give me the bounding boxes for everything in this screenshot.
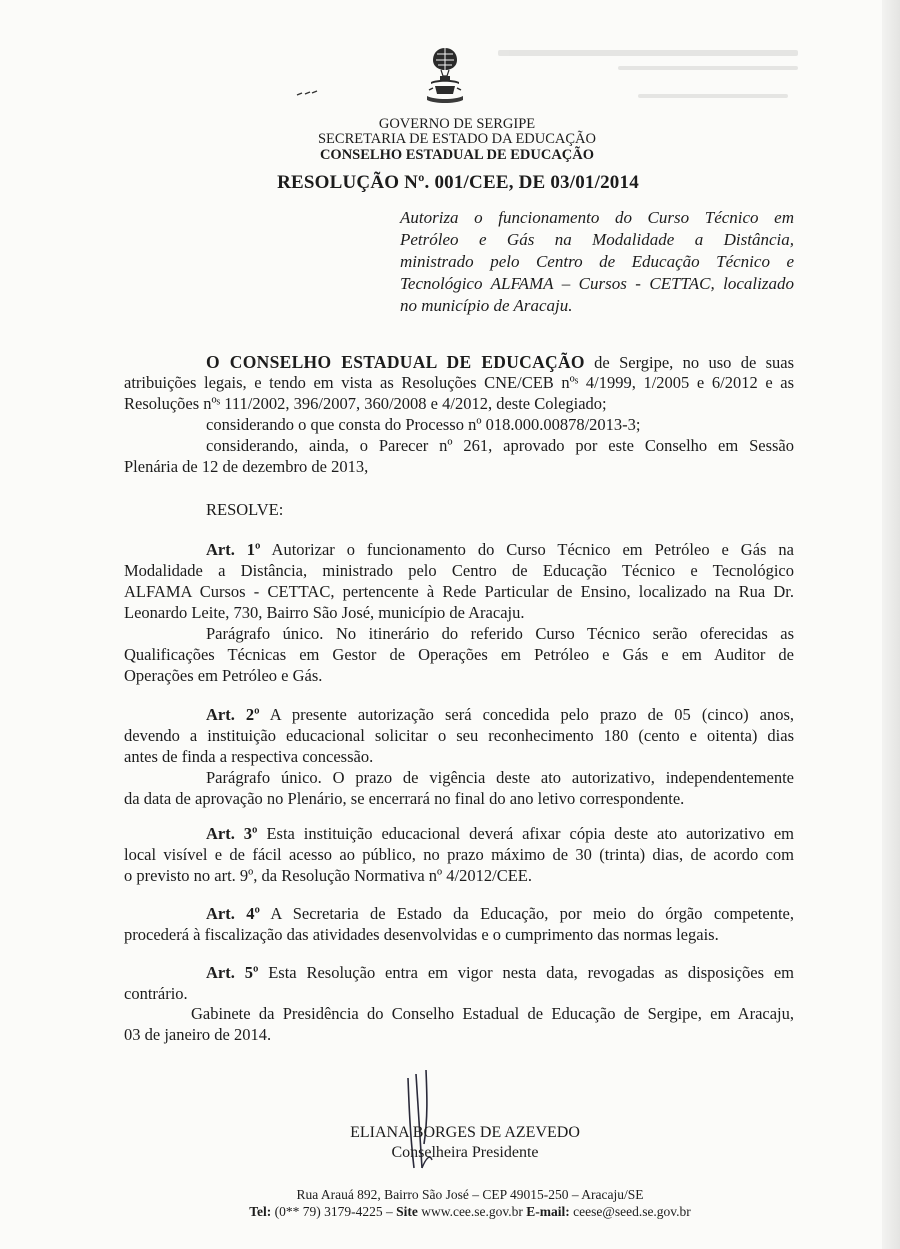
article-2-line: Art. 2º A presente autorização será concedida pelo prazo de 05 (cinco) anos, xyxy=(206,705,795,724)
coat-of-arms-icon xyxy=(423,44,467,106)
article-2-line: devendo a instituição educacional solicitar o seu reconhecimento 180 (cento e oitenta) dias xyxy=(124,726,794,745)
resolution-title: RESOLUÇÃO Nº. 001/CEE, DE 03/01/2014 xyxy=(277,172,639,193)
pen-mark xyxy=(296,84,318,92)
footer-site-link[interactable]: www.cee.se.gov.br xyxy=(417,1204,527,1219)
article-3-line: Art. 3º Esta instituição educacional deverá afixar cópia deste ato autorizativo em xyxy=(206,824,794,843)
closing-line: 03 de janeiro de 2014. xyxy=(124,1025,272,1044)
resolve-heading: RESOLVE: xyxy=(206,500,284,519)
summary-line: no município de Aracaju. xyxy=(400,296,573,315)
article-1-paragraph: Parágrafo único. No itinerário do referido Curso Técnico serão oferecidas as xyxy=(206,624,794,643)
summary-line: Petróleo e Gás na Modalidade a Distância, xyxy=(400,230,794,249)
article-5-line: Art. 5º Esta Resolução entra em vigor nesta data, revogadas as disposições em xyxy=(206,963,794,982)
article-1-line: Leonardo Leite, 730, Bairro São José, município de Aracaju. xyxy=(124,603,525,622)
signatory-name: ELIANA BORGES DE AZEVEDO xyxy=(350,1124,580,1141)
footer-email-link[interactable]: ceese@seed.se.gov.br xyxy=(569,1204,691,1219)
bleed-through-stamp xyxy=(488,42,818,112)
article-1-paragraph: Qualificações Técnicas em Gestor de Operações em Petróleo e Gás e em Auditor de xyxy=(124,645,794,664)
footer-address: Rua Arauá 892, Bairro São José – CEP 49015-250 – Aracaju/SE xyxy=(296,1187,644,1202)
preamble-line: considerando, ainda, o Parecer nº 261, aprovado por este Conselho em Sessão xyxy=(206,436,794,455)
article-1-paragraph: Operações em Petróleo e Gás. xyxy=(124,666,323,685)
preamble-line: Plenária de 12 de dezembro de 2013, xyxy=(124,457,369,476)
summary-line: Autoriza o funcionamento do Curso Técnico em xyxy=(400,208,794,227)
header-secretariat: SECRETARIA DE ESTADO DA EDUCAÇÃO xyxy=(317,131,597,147)
article-3-line: o previsto no art. 9º, da Resolução Normativa nº 4/2012/CEE. xyxy=(124,866,532,885)
preamble-line: considerando o que consta do Processo nº 018.000.00878/2013-3; xyxy=(206,415,641,434)
article-5-line: contrário. xyxy=(124,984,188,1003)
closing-line: Gabinete da Presidência do Conselho Estadual de Educação de Sergipe, em Aracaju, xyxy=(191,1004,794,1023)
council-name: O CONSELHO ESTADUAL DE EDUCAÇÃO xyxy=(206,352,585,372)
signatory-role: Conselheira Presidente xyxy=(391,1144,539,1161)
header-government: GOVERNO DE SERGIPE xyxy=(378,116,536,132)
article-3-line: local visível e de fácil acesso ao público, no prazo máximo de 30 (trinta) dias, de acordo com xyxy=(124,845,794,864)
article-4-line: procederá à fiscalização das atividades desenvolvidas e o cumprimento das normas legais. xyxy=(124,925,719,944)
footer-contacts: Tel: (0** 79) 3179-4225 – Site www.cee.se.gov.br E-mail: ceese@seed.se.gov.br xyxy=(249,1204,691,1219)
preamble-line: O CONSELHO ESTADUAL DE EDUCAÇÃO de Sergipe, no uso de suas xyxy=(206,352,795,372)
article-1-line: Modalidade a Distância, ministrado pelo Centro de Educação Técnico e Tecnológico xyxy=(124,561,794,580)
article-4-line: Art. 4º A Secretaria de Estado da Educação, por meio do órgão competente, xyxy=(206,904,794,923)
article-1-line: Art. 1º Autorizar o funcionamento do Curso Técnico em Petróleo e Gás na xyxy=(206,540,794,559)
page-edge-shadow xyxy=(882,0,900,1249)
article-1-line: ALFAMA Cursos - CETTAC, pertencente à Rede Particular de Ensino, localizado na Rua Dr. xyxy=(124,582,794,601)
summary-line: Tecnológico ALFAMA – Cursos - CETTAC, localizado xyxy=(400,274,794,293)
article-2-paragraph: Parágrafo único. O prazo de vigência deste ato autorizativo, independentemente xyxy=(206,768,794,787)
article-2-line: antes de finda a respectiva concessão. xyxy=(124,747,374,766)
resolution-summary xyxy=(400,207,794,317)
preamble-line: Resoluções nºˢ 111/2002, 396/2007, 360/2008 e 4/2012, deste Colegiado; xyxy=(124,394,607,413)
preamble-line: atribuições legais, e tendo em vista as Resoluções CNE/CEB nºˢ 4/1999, 1/2005 e 6/2012 e as xyxy=(124,373,794,392)
summary-line: ministrado pelo Centro de Educação Técnico e xyxy=(400,252,794,271)
header-council: CONSELHO ESTADUAL DE EDUCAÇÃO xyxy=(319,147,595,163)
article-2-paragraph: da data de aprovação no Plenário, se encerrará no final do ano letivo correspondente. xyxy=(124,789,685,808)
